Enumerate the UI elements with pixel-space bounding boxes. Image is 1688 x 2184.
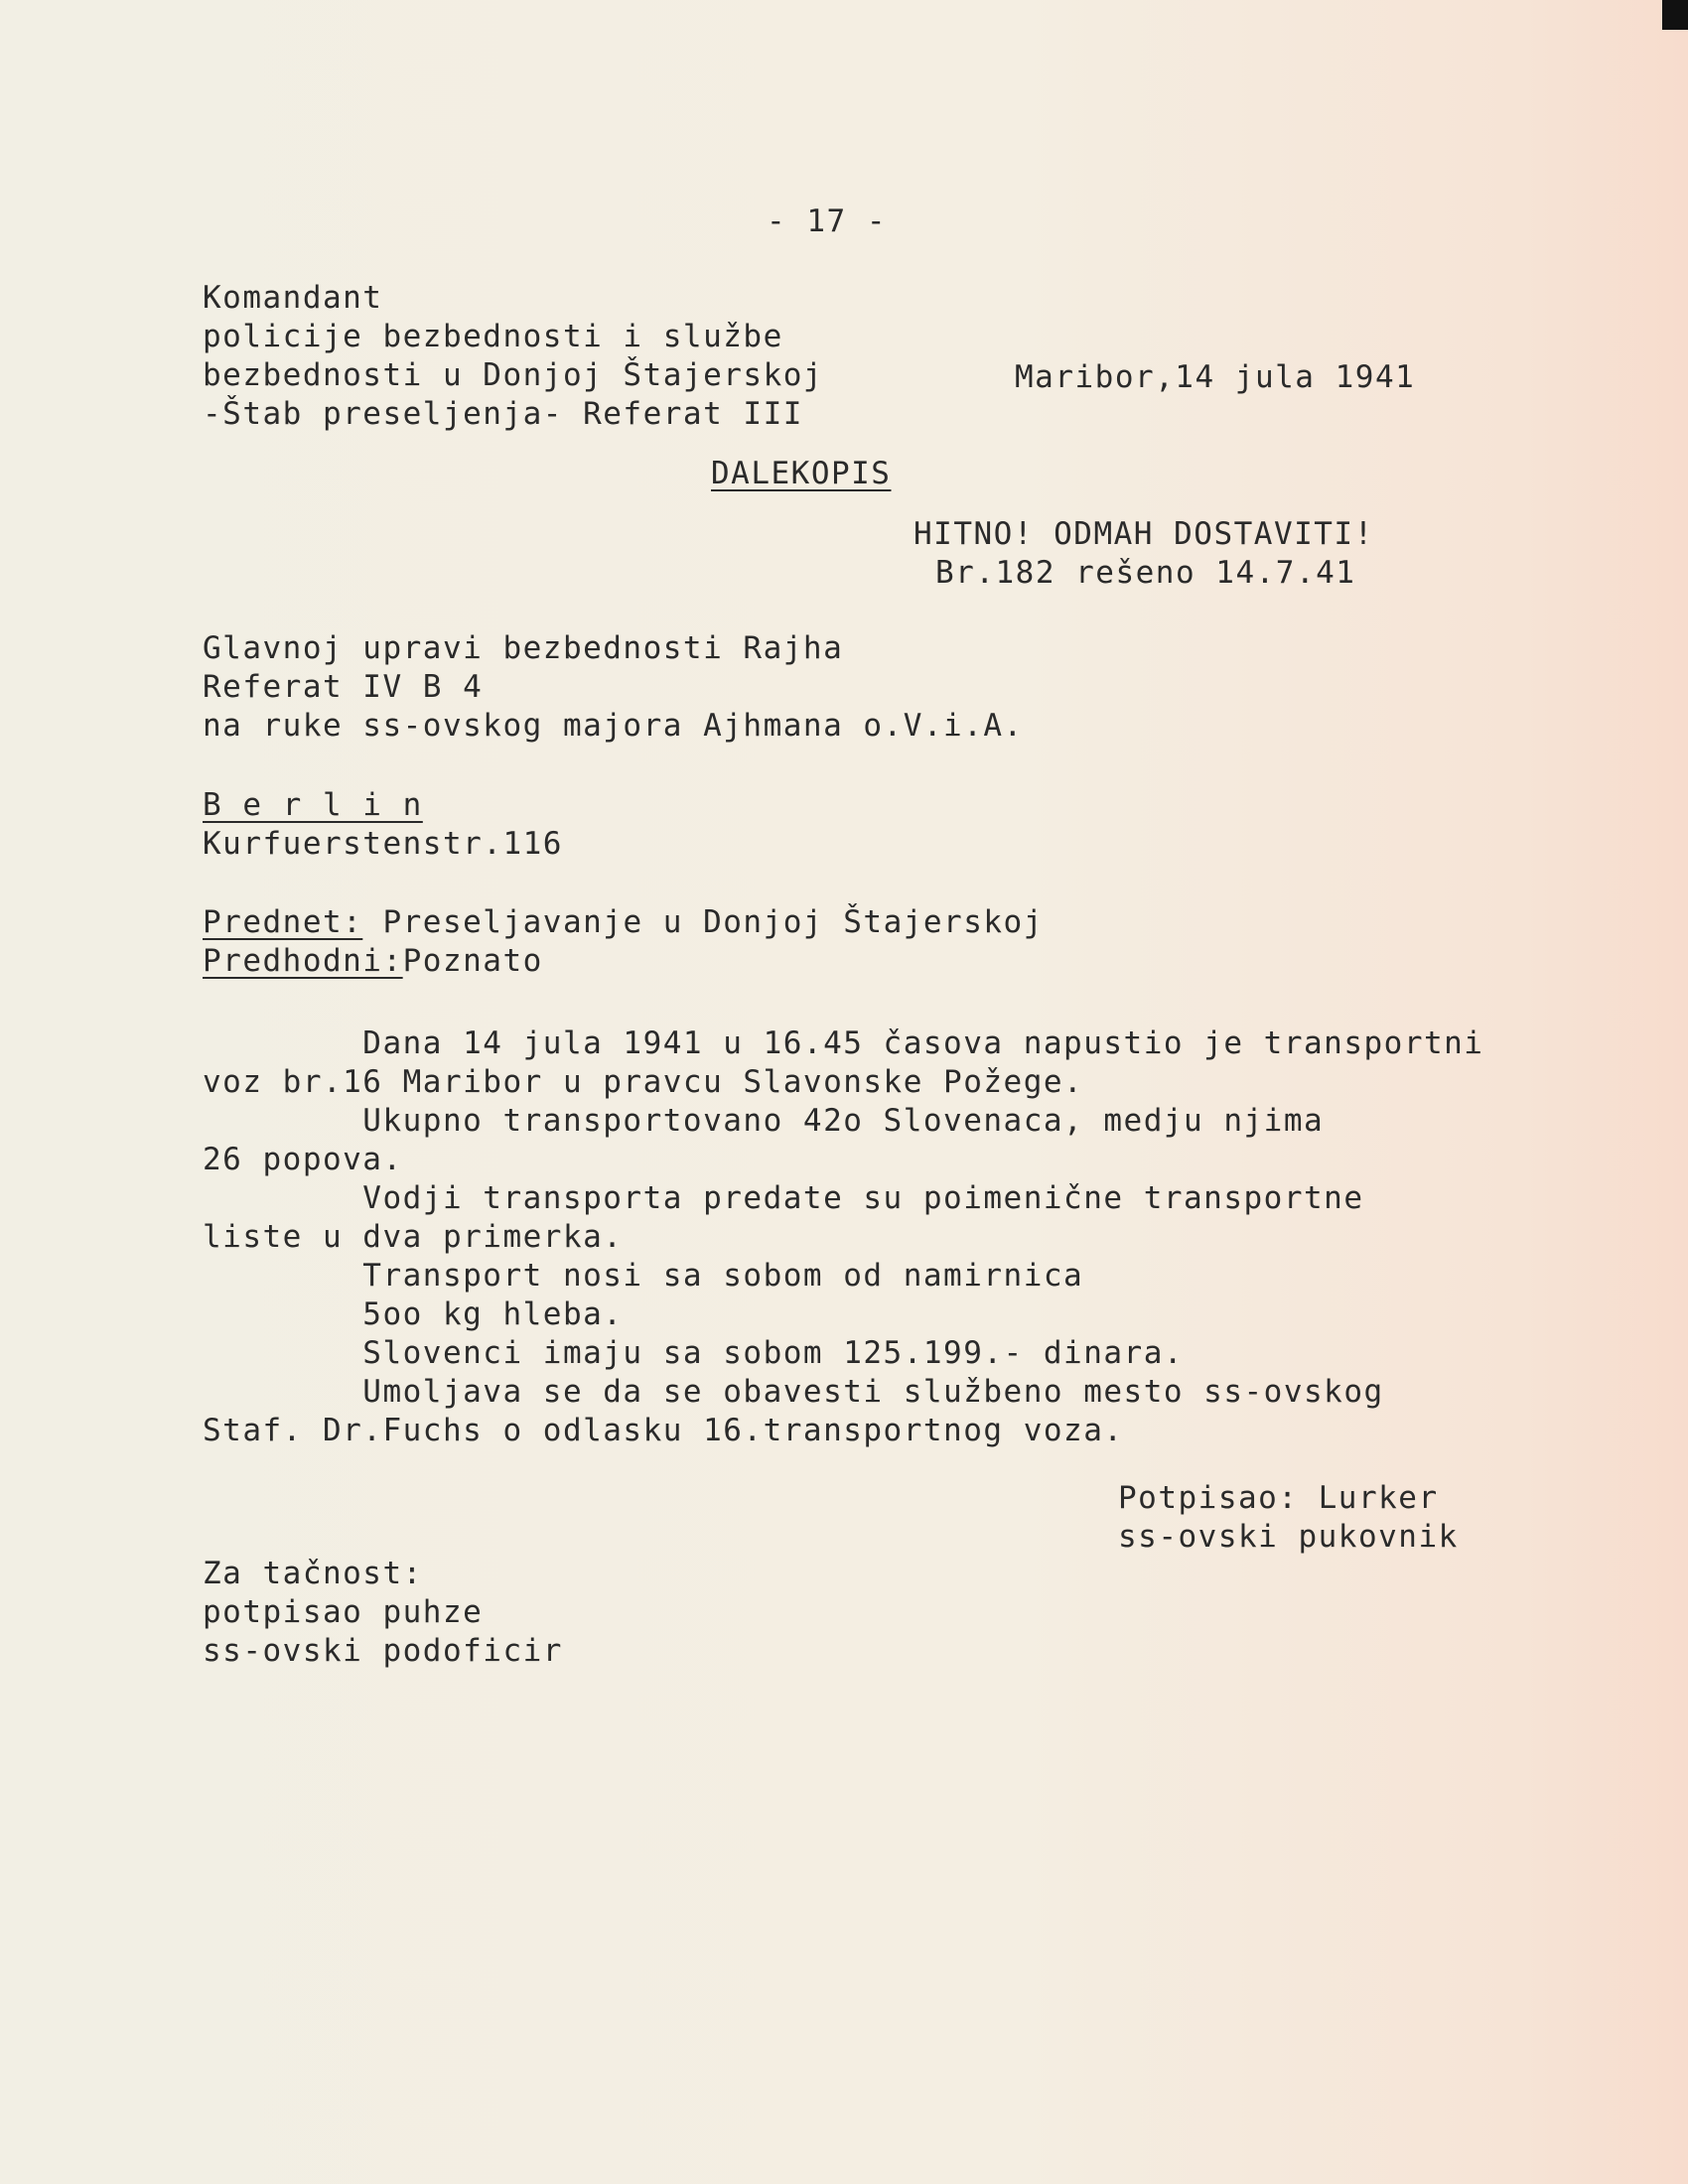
previous-line [203, 943, 543, 979]
previous-text: Poznato [402, 943, 543, 979]
subject-label: Prednet: [203, 904, 363, 940]
recipient-line-1: Glavnoj upravi bezbednosti Rajha [203, 630, 844, 666]
body-line: Umoljava se da se obavesti službeno mesto ss-ovskog [203, 1374, 1384, 1410]
body-line: Ukupno transportovano 42o Slovenaca, medju njima [203, 1103, 1325, 1139]
sender-line-1: Komandant [203, 280, 383, 316]
body-line: Dana 14 jula 1941 u 16.45 časova napustio je transportni [203, 1025, 1484, 1061]
body-line: Staf. Dr.Fuchs o odlasku 16.transportnog voza. [203, 1413, 1124, 1448]
certification-line-2: potpisao puhze [203, 1594, 484, 1630]
body-line: Transport nosi sa sobom od namirnica [203, 1258, 1084, 1294]
certification-line-1: Za tačnost: [203, 1556, 423, 1591]
body-line: Slovenci imaju sa sobom 125.199.- dinara. [203, 1335, 1185, 1371]
sender-line-4: -Štab preseljenja- Referat III [203, 396, 803, 432]
signature-line-1: Potpisao: Lurker [1118, 1480, 1439, 1516]
sender-line-3: bezbednosti u Donjoj Štajerskoj [203, 357, 824, 393]
signature-line-2: ss-ovski pukovnik [1118, 1519, 1459, 1555]
body-line: liste u dva primerka. [203, 1219, 624, 1255]
body-line: 5oo kg hleba. [203, 1297, 624, 1332]
recipient-city: B e r l i n [203, 787, 423, 823]
page-number: - 17 - [767, 204, 887, 239]
reference-number: Br.182 rešeno 14.7.41 [935, 555, 1356, 591]
sender-line-2: policije bezbednosti i službe [203, 319, 783, 354]
urgency-note: HITNO! ODMAH DOSTAVITI! [914, 516, 1374, 552]
document-type: DALEKOPIS [711, 456, 892, 491]
certification-line-3: ss-ovski podoficir [203, 1633, 563, 1669]
body-line: 26 popova. [203, 1142, 403, 1177]
subject-line [203, 904, 1044, 940]
scan-edge [1662, 0, 1688, 30]
body-line: Vodji transporta predate su poimenične transportne [203, 1180, 1364, 1216]
recipient-line-3: na ruke ss-ovskog majora Ajhmana o.V.i.A. [203, 708, 1024, 744]
recipient-line-2: Referat IV B 4 [203, 669, 484, 705]
body-line: voz br.16 Maribor u pravcu Slavonske Požege. [203, 1064, 1084, 1100]
subject-text: Preseljavanje u Donjoj Štajerskoj [362, 904, 1044, 940]
previous-label: Predhodni: [203, 943, 403, 979]
place-date: Maribor,14 jula 1941 [1015, 359, 1416, 395]
recipient-street: Kurfuerstenstr.116 [203, 826, 563, 862]
